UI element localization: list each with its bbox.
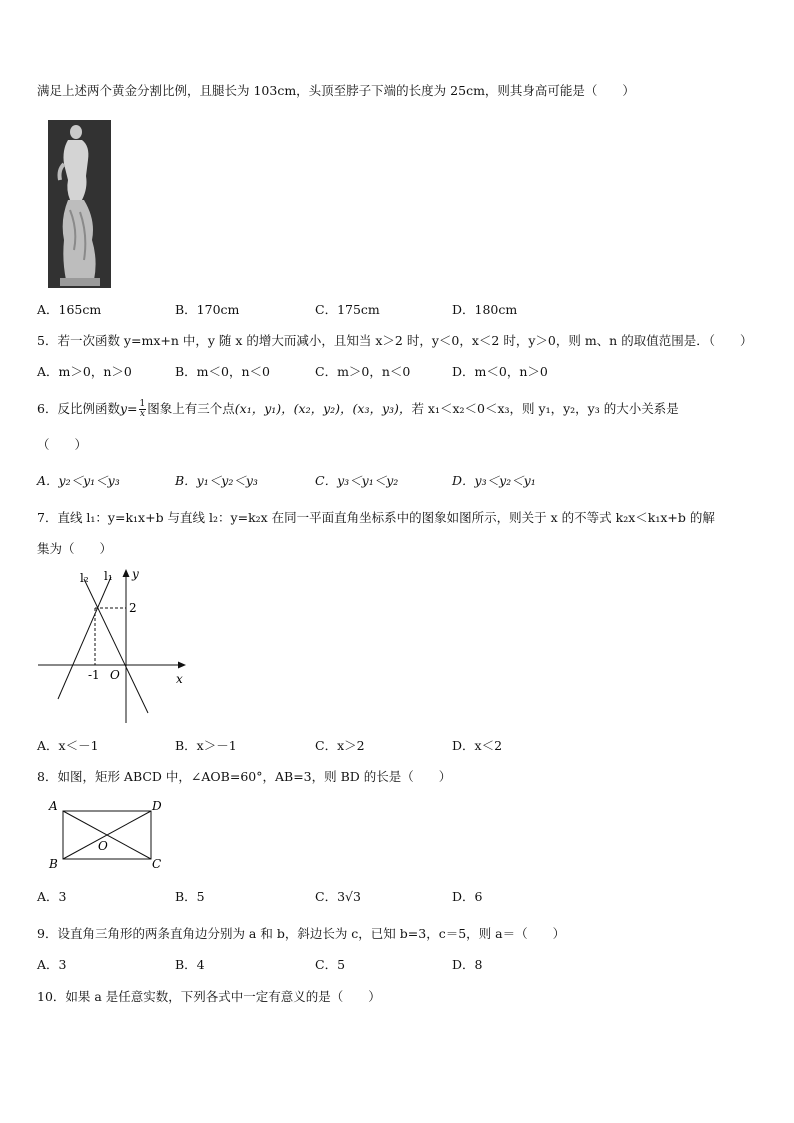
q4-option-b: B．170cm: [175, 302, 240, 317]
two-label: 2: [129, 601, 137, 615]
q6-frac-den: x: [139, 409, 145, 419]
q6-prefix: 6．反比例函数: [37, 401, 120, 416]
statue-image: [48, 120, 111, 288]
q9-option-a: A．3: [37, 957, 67, 972]
q8-rectangle-figure: [44, 796, 174, 874]
q7-graph: [36, 565, 191, 725]
q6-frac-num: 1: [139, 399, 146, 409]
q8-option-d: D．6: [452, 889, 483, 904]
y-label: y: [132, 567, 139, 581]
q7-line2: 集为（ ）: [37, 541, 113, 556]
q6-mid: 图象上有三个点: [147, 401, 235, 416]
q9-option-b: B．4: [175, 957, 205, 972]
q8-option-c: C．3√3: [315, 889, 361, 904]
x-axis-arrow: [178, 662, 186, 669]
q8-option-a: A．3: [37, 889, 67, 904]
q8-option-b: B．5: [175, 889, 205, 904]
q6-option-c: C．y₃＜y₁＜y₂: [315, 473, 399, 488]
q4-option-c: C．175cm: [315, 302, 380, 317]
q6-option-b: B．y₁＜y₂＜y₃: [175, 473, 258, 488]
q5-text: 5．若一次函数 y=mx+n 中，y 随 x 的增大而减小，且知当 x＞2 时，y＜0，x＜2 时，y＞0，则 m、n 的取值范围是．（ ）: [37, 333, 753, 348]
q6-line2: （ ）: [37, 437, 88, 452]
vertex-b: B: [49, 857, 58, 871]
q7-option-b: B．x＞－1: [175, 738, 237, 753]
x-label: x: [176, 672, 183, 686]
neg-one-label: -1: [88, 668, 100, 682]
q4-text: 满足上述两个黄金分割比例，且腿长为 103cm，头顶至脖子下端的长度为 25cm，则其身高可能是（ ）: [37, 83, 635, 98]
q9-option-c: C．5: [315, 957, 346, 972]
q6-condition: 若 x₁＜x₂＜0＜x₃，则 y₁，y₂，y₃ 的大小关系是: [411, 401, 679, 416]
q6-option-d: D．y₃＜y₂＜y₁: [452, 473, 536, 488]
q7-option-a: A．x＜－1: [37, 738, 99, 753]
q10-text: 10．如果 a 是任意实数，下列各式中一定有意义的是（ ）: [37, 989, 381, 1004]
q6-point-1: (x₁，y₁)，: [234, 401, 294, 416]
line-l2: [84, 579, 148, 713]
q6-eq: =: [127, 401, 138, 416]
q6-fraction: [139, 400, 147, 419]
l2-label: l₂: [80, 571, 89, 585]
line-l1: [58, 577, 111, 699]
q6-line1: [37, 400, 679, 419]
q7-option-c: C．x＞2: [315, 738, 365, 753]
q6-point-2: (x₂，y₂)，: [293, 401, 353, 416]
q4-option-d: D．180cm: [452, 302, 518, 317]
q5-option-d: D．m＜0，n＞0: [452, 364, 548, 379]
l1-label: l₁: [104, 569, 113, 583]
origin-label: O: [110, 668, 120, 682]
vertex-a: A: [49, 799, 58, 813]
vertex-c: C: [152, 857, 162, 871]
q9-text: 9．设直角三角形的两条直角边分别为 a 和 b，斜边长为 c，已知 b=3，c＝5，则 a＝（ ）: [37, 926, 566, 941]
q6-point-3: (x₃，y₃)，: [352, 401, 412, 416]
q6-y-var: y: [119, 401, 128, 416]
q7-option-d: D．x＜2: [452, 738, 503, 753]
y-axis-arrow: [123, 569, 130, 577]
q9-option-d: D．8: [452, 957, 483, 972]
q5-option-a: A．m＞0，n＞0: [37, 364, 132, 379]
q4-option-a: A．165cm: [37, 302, 102, 317]
q6-option-a: A．y₂＜y₁＜y₃: [37, 473, 120, 488]
q7-line1: 7．直线 l₁：y=k₁x+b 与直线 l₂：y=k₂x 在同一平面直角坐标系中的图象如图所示，则关于 x 的不等式 k₂x＜k₁x+b 的解: [37, 510, 715, 525]
center-o: O: [98, 839, 108, 853]
q8-text: 8．如图，矩形 ABCD 中，∠AOB=60°，AB=3，则 BD 的长是（ ）: [37, 769, 452, 784]
q5-option-c: C．m＞0，n＜0: [315, 364, 411, 379]
q5-option-b: B．m＜0，n＜0: [175, 364, 270, 379]
vertex-d: D: [152, 799, 162, 813]
